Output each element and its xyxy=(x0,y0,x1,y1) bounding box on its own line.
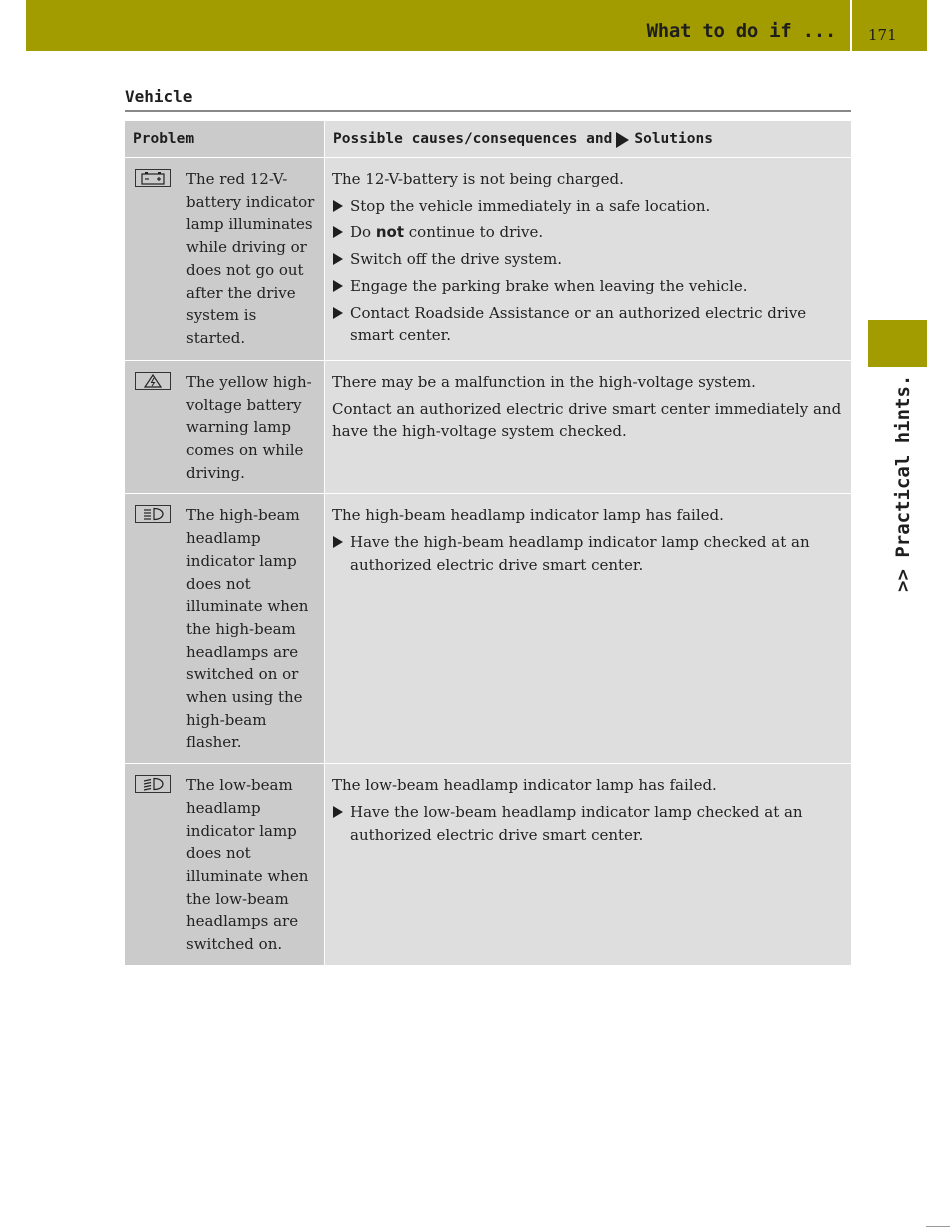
cause-text: The low-beam headlamp indicator lamp has failed. xyxy=(332,776,717,795)
side-tab xyxy=(866,374,914,618)
high-beam-icon xyxy=(135,505,171,523)
problem-cell xyxy=(125,361,324,494)
step-emphasis: not xyxy=(375,223,404,242)
column-header-causes-text: Possible causes/consequences and xyxy=(333,131,613,147)
troubleshooting-table xyxy=(125,121,851,965)
step-text xyxy=(350,221,543,244)
step-arrow-icon xyxy=(333,226,343,238)
solution-step xyxy=(332,248,845,271)
causes-cell xyxy=(324,158,851,360)
side-tab-marker xyxy=(868,320,927,367)
cause-text: There may be a malfunction in the high-voltage system. xyxy=(332,372,756,391)
step-arrow-icon xyxy=(333,253,343,265)
causes-cell xyxy=(324,764,851,965)
problem-text: The low-beam headlamp indicator lamp does not illuminate when the low-beam headlamps are switched on. xyxy=(186,776,309,954)
problem-cell xyxy=(125,158,324,360)
column-header-solutions-text: Solutions xyxy=(634,131,713,147)
problem-text: The yellow high-voltage battery warning lamp comes on while driving. xyxy=(186,372,312,482)
column-header-causes xyxy=(324,121,851,157)
cause-text: The high-beam headlamp indicator lamp has failed. xyxy=(332,506,724,525)
step-text: Engage the parking brake when leaving the vehicle. xyxy=(350,276,748,295)
problem-cell xyxy=(125,764,324,965)
cause-text: Contact an authorized electric drive smart center immediately and have the high-voltage system checked. xyxy=(332,399,842,441)
solution-arrow-icon xyxy=(616,132,629,148)
problem-text: The high-beam headlamp indicator lamp does not illuminate when the high-beam headlamps are switched on or when using the high-beam flasher. xyxy=(186,506,309,752)
solution-step xyxy=(332,801,845,846)
header-bar xyxy=(26,0,850,51)
table-row xyxy=(125,157,851,360)
page-number: 171 xyxy=(868,26,897,44)
battery-icon xyxy=(135,169,171,187)
step-arrow-icon xyxy=(333,307,343,319)
solution-step xyxy=(332,195,845,218)
step-text: Have the high-beam headlamp indicator lamp checked at an authorized electric drive smart center. xyxy=(350,533,810,574)
table-row xyxy=(125,360,851,494)
step-text: Contact Roadside Assistance or an authorized electric drive smart center. xyxy=(350,303,807,345)
step-arrow-icon xyxy=(333,280,343,292)
problem-cell xyxy=(125,494,324,763)
chapter-title: What to do if ... xyxy=(646,20,836,42)
page-number-box xyxy=(852,0,927,51)
side-tab-label: >> Practical hints. xyxy=(892,374,914,592)
solution-step xyxy=(332,531,845,576)
solution-step xyxy=(332,221,845,244)
high-voltage-warning-icon xyxy=(135,372,171,390)
step-text: Switch off the drive system. xyxy=(350,250,563,269)
step-do-rest: continue to drive. xyxy=(408,223,544,242)
table-header xyxy=(125,121,851,157)
table-row xyxy=(125,493,851,763)
step-text: Have the low-beam headlamp indicator lamp checked at an authorized electric drive smart center. xyxy=(350,802,803,844)
cause-text: The 12-V-battery is not being charged. xyxy=(332,170,624,188)
section-title: Vehicle xyxy=(125,87,193,106)
causes-cell xyxy=(324,361,851,494)
step-arrow-icon xyxy=(333,806,343,818)
low-beam-icon xyxy=(135,775,171,793)
step-do-text: Do xyxy=(350,223,372,242)
table-row xyxy=(125,763,851,965)
causes-cell xyxy=(324,494,851,763)
step-arrow-icon xyxy=(333,200,343,212)
step-text: Stop the vehicle immediately in a safe location. xyxy=(350,196,711,215)
solution-step xyxy=(332,275,845,298)
step-arrow-icon xyxy=(333,536,343,548)
section-divider xyxy=(125,110,851,112)
column-header-problem: Problem xyxy=(125,121,324,157)
solution-step xyxy=(332,302,845,347)
problem-text: The red 12-V-battery indicator lamp illuminates while driving or does not go out after the drive system is started. xyxy=(186,170,315,347)
